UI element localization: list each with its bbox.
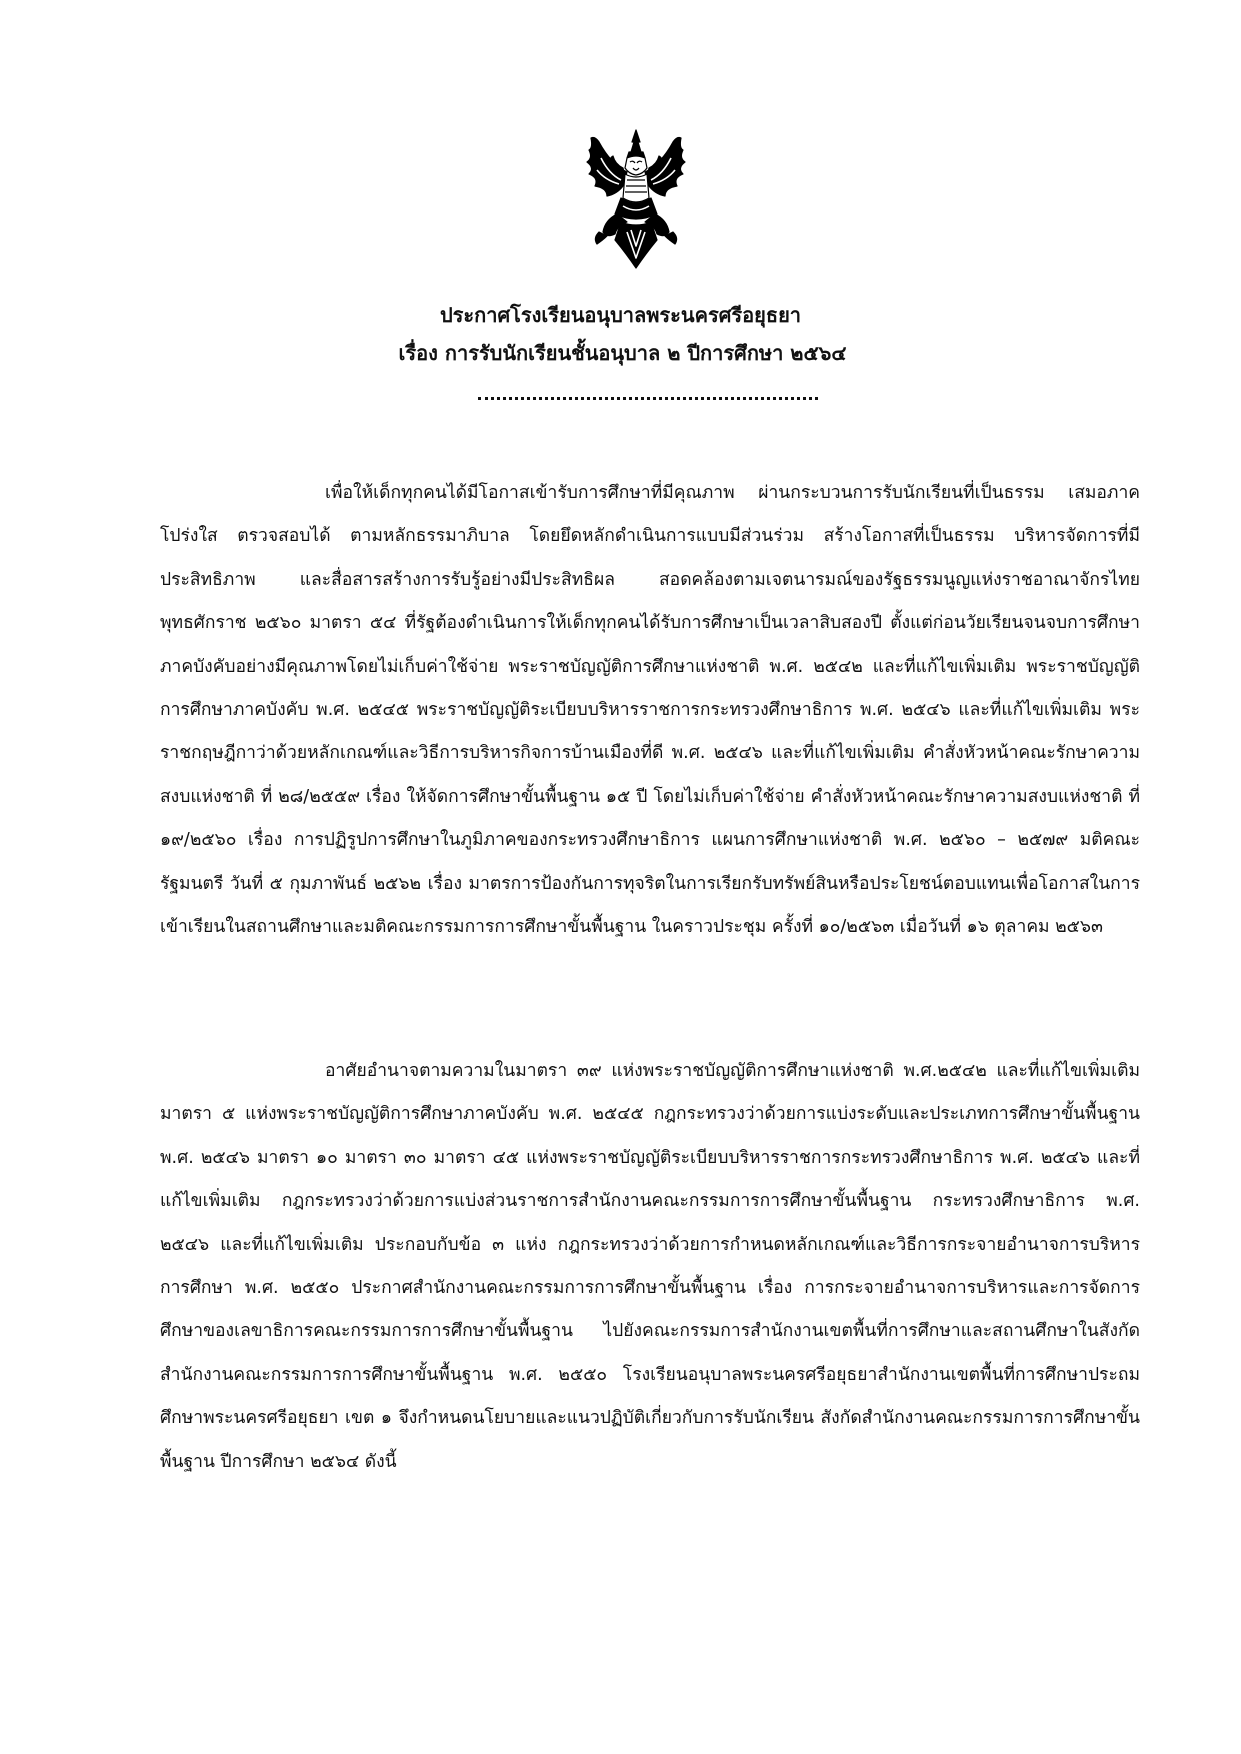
announcement-title: ประกาศโรงเรียนอนุบาลพระนครศรีอยุธยา [439,303,802,327]
announcement-header [0,296,1241,372]
paragraph-preamble: เพื่อให้เด็กทุกคนได้มีโอกาสเข้ารับการศึกษาที่มีคุณภาพ ผ่านกระบวนการรับนักเรียนที่เป็นธรรม เสมอภาค โปร่งใส ตรวจสอบได้ ตามหลักธรรมาภิบาล โดยยึดหลักดำเนินการแบบมีส่วนร่วม สร้างโอกาสที่เป็นธรรม บริหารจัดการที่มีประสิทธิภาพ และสื่อสารสร้างการรับรู้อย่างมีประสิทธิผล สอดคล้องตามเจตนารมณ์ของรัฐธรรมนูญแห่งราชอาณาจักรไทย พุทธศักราช ๒๕๖๐ มาตรา ๕๔ ที่รัฐต้องดำเนินการให้เด็กทุกคนได้รับการศึกษาเป็นเวลาสิบสองปี ตั้งแต่ก่อนวัยเรียนจนจบการศึกษาภาคบังคับอย่างมีคุณภาพโดยไม่เก็บค่าใช้จ่าย พระราชบัญญัติการศึกษาแห่งชาติ พ.ศ. ๒๕๔๒ และที่แก้ไขเพิ่มเติม พระราชบัญญัติการศึกษาภาคบังคับ พ.ศ. ๒๕๔๕ พระราชบัญญัติระเบียบบริหารราชการกระทรวงศึกษาธิการ พ.ศ. ๒๕๔๖ และที่แก้ไขเพิ่มเติม พระราชกฤษฎีกาว่าด้วยหลักเกณฑ์และวิธีการบริหารกิจการบ้านเมืองที่ดี พ.ศ. ๒๕๔๖ และที่แก้ไขเพิ่มเติม คำสั่งหัวหน้าคณะรักษาความสงบแห่งชาติ ที่ ๒๘/๒๕๕๙ เรื่อง ให้จัดการศึกษาขั้นพื้นฐาน ๑๕ ปี โดยไม่เก็บค่าใช้จ่าย คำสั่งหัวหน้าคณะรักษาความสงบแห่งชาติ ที่ ๑๙/๒๕๖๐ เรื่อง การปฏิรูปการศึกษาในภูมิภาคของกระทรวงศึกษาธิการ แผนการศึกษาแห่งชาติ พ.ศ. ๒๕๖๐ – ๒๕๗๙ มติคณะรัฐมนตรี วันที่ ๕ กุมภาพันธ์ ๒๕๖๒ เรื่อง มาตรการป้องกันการทุจริตในการเรียกรับทรัพย์สินหรือประโยชน์ตอบแทนเพื่อโอกาสในการเข้าเรียนในสถานศึกษาและมติคณะกรรมการการศึกษาขั้นพื้นฐาน ในคราวประชุม ครั้งที่ ๑๐/๒๕๖๓ เมื่อวันที่ ๑๖ ตุลาคม ๒๕๖๓ [160,483,1140,938]
paragraph-authority: อาศัยอำนาจตามความในมาตรา ๓๙ แห่งพระราชบัญญัติการศึกษาแห่งชาติ พ.ศ.๒๕๔๒ และที่แก้ไขเพิ่มเติม มาตรา ๕ แห่งพระราชบัญญัติการศึกษาภาคบังคับ พ.ศ. ๒๕๔๕ กฎกระทรวงว่าด้วยการแบ่งระดับและประเภทการศึกษาขั้นพื้นฐาน พ.ศ. ๒๕๔๖ มาตรา ๑๐ มาตรา ๓๐ มาตรา ๔๕ แห่งพระราชบัญญัติระเบียบบริหารราชการกระทรวงศึกษาธิการ พ.ศ. ๒๕๔๖ และที่แก้ไขเพิ่มเติม กฎกระทรวงว่าด้วยการแบ่งส่วนราชการสำนักงานคณะกรรมการการศึกษาขั้นพื้นฐาน กระทรวงศึกษาธิการ พ.ศ. ๒๕๔๖ และที่แก้ไขเพิ่มเติม ประกอบกับข้อ ๓ แห่ง กฎกระทรวงว่าด้วยการกำหนดหลักเกณฑ์และวิธีการกระจายอำนาจการบริหารการศึกษา พ.ศ. ๒๕๕๐ ประกาศสำนักงานคณะกรรมการการศึกษาขั้นพื้นฐาน เรื่อง การกระจายอำนาจการบริหารและการจัดการศึกษาของเลขาธิการคณะกรรมการการศึกษาขั้นพื้นฐาน ไปยังคณะกรรมการสำนักงานเขตพื้นที่การศึกษาและสถานศึกษาในสังกัดสำนักงานคณะกรรมการการศึกษาขั้นพื้นฐาน พ.ศ. ๒๕๕๐ โรงเรียนอนุบาลพระนครศรีอยุธยาสำนักงานเขตพื้นที่การศึกษาประถมศึกษาพระนครศรีอยุธยา เขต ๑ จึงกำหนดนโยบายและแนวปฏิบัติเกี่ยวกับการรับนักเรียน สังกัดสำนักงานคณะกรรมการการศึกษาขั้นพื้นฐาน ปีการศึกษา ๒๕๖๔ ดังนี้ [160,1061,1140,1472]
announcement-subject: เรื่อง การรับนักเรียนชั้นอนุบาล ๒ ปีการศึกษา ๒๕๖๔ [398,341,847,365]
title-separator [478,397,818,400]
garuda-emblem-icon [577,128,695,274]
